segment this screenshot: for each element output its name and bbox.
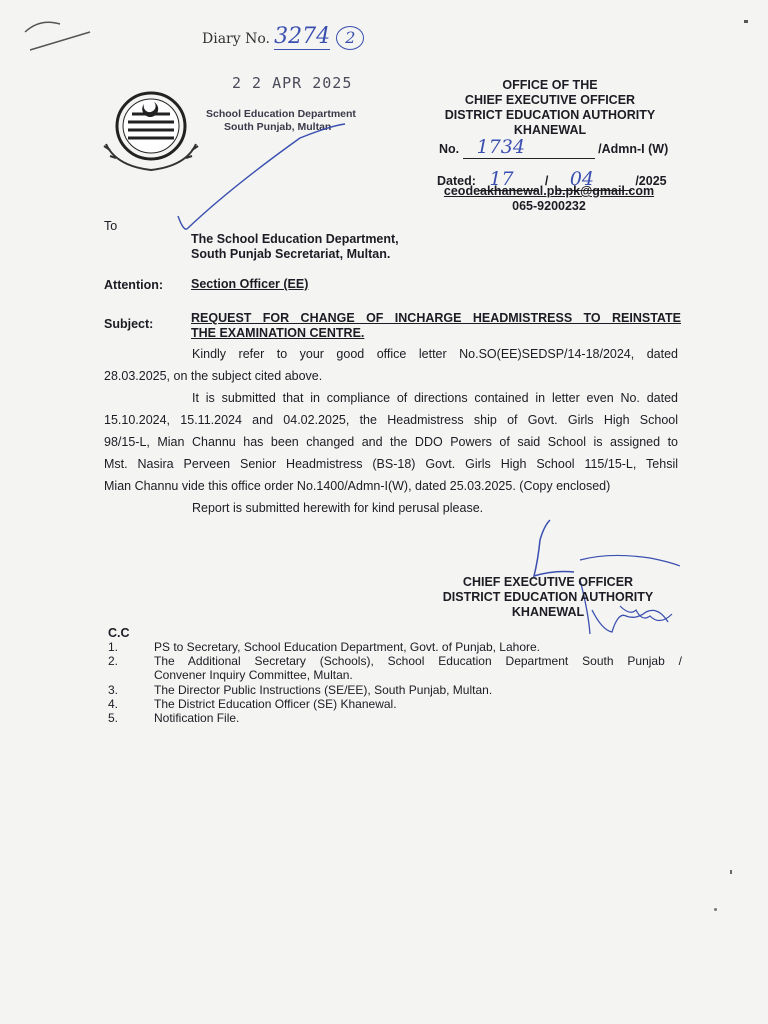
cc-item-number: 4. xyxy=(108,696,119,711)
attention-label: Attention: xyxy=(104,278,164,292)
cc-item-text: The District Education Officer (SE) Khanewal. xyxy=(154,696,397,711)
to-address-line-2: South Punjab Secretariat, Multan. xyxy=(191,247,391,261)
para2-line-3: 98/15-L, Mian Channu has been changed and the DDO Powers of said School is assigned to xyxy=(104,435,678,449)
cc-item-number: 2. xyxy=(108,654,119,669)
letter-number-value: 1734 xyxy=(463,136,595,159)
office-phone: 065-9200232 xyxy=(512,199,586,213)
cc-item xyxy=(108,711,682,725)
cc-item xyxy=(108,697,682,711)
attention-value: Section Officer (EE) xyxy=(191,277,309,291)
cc-item-text: The Additional Secretary (Schools), School Education Department South Punjab / xyxy=(154,654,682,669)
letter-number-suffix: /Admn-I (W) xyxy=(598,142,669,156)
diary-number: 3274 xyxy=(274,24,331,49)
contact-block xyxy=(426,184,672,214)
to-address-line-1: The School Education Department, xyxy=(191,232,399,246)
dated-line: Dated: 17 / 04 /2025 xyxy=(437,168,667,190)
para1-line-1: Kindly refer to your good office letter No.SO(EE)SEDSP/14-18/2024, dated xyxy=(192,347,678,361)
dated-month: 04 xyxy=(556,168,632,191)
letter-body xyxy=(104,343,678,519)
office-line-1: OFFICE OF THE xyxy=(502,78,598,92)
letter-number-label: No. xyxy=(439,142,460,156)
to-address xyxy=(191,232,399,262)
dated-day: 17 xyxy=(479,168,537,191)
para2-line-4: Mst. Nasira Perveen Senior Headmistress (BS-18) Govt. Girls High School 115/15-L, Tehsil xyxy=(104,457,678,471)
office-line-4: KHANEWAL xyxy=(513,123,587,137)
seal-line-1: School Education Department xyxy=(206,108,356,120)
cc-item xyxy=(108,683,682,697)
pen-check-stroke xyxy=(170,118,360,238)
signature-line-2: DISTRICT EDUCATION AUTHORITY xyxy=(442,590,654,604)
cc-item-continuation xyxy=(108,668,682,682)
cc-item-text-2: Convener Inquiry Committee, Multan. xyxy=(154,668,353,683)
received-stamp-date: 2 2 APR 2025 xyxy=(232,74,353,92)
cc-label: C.C xyxy=(108,626,130,640)
diary-block xyxy=(202,24,364,50)
cc-list xyxy=(108,640,682,725)
cc-item-number: 3. xyxy=(108,682,119,697)
dated-year: /2025 xyxy=(635,174,667,188)
cc-item-number: 1. xyxy=(108,640,119,654)
signature-block xyxy=(428,575,668,620)
office-line-3: DISTRICT EDUCATION AUTHORITY xyxy=(444,108,656,122)
paper-speck xyxy=(714,908,717,911)
para1-line-2: 28.03.2025, on the subject cited above. xyxy=(104,369,323,383)
para2-line-2: 15.10.2024, 15.11.2024 and 04.02.2025, the Headmistress ship of Govt. Girls High School xyxy=(104,413,678,427)
office-header xyxy=(420,78,680,138)
paper-speck xyxy=(730,870,732,874)
subject-line-1: REQUEST FOR CHANGE OF INCHARGE HEADMISTRESS TO REINSTATE xyxy=(191,311,681,325)
dated-label: Dated: xyxy=(437,174,476,188)
office-line-2: CHIEF EXECUTIVE OFFICER xyxy=(464,93,636,107)
paper-speck xyxy=(744,20,748,23)
office-email[interactable]: ceodeakhanewal.pb.pk@gmail.com xyxy=(443,184,655,198)
cc-item-number: 5. xyxy=(108,711,119,726)
subject-line-2: THE EXAMINATION CENTRE. xyxy=(191,326,365,340)
cc-item-text: Notification File. xyxy=(154,711,240,726)
cc-item-text: PS to Secretary, School Education Department, Govt. of Punjab, Lahore. xyxy=(154,640,540,654)
to-label: To xyxy=(104,219,118,233)
subject-text xyxy=(191,311,681,341)
signature-line-3: KHANEWAL xyxy=(511,605,585,619)
para2-line-5: Mian Channu vide this office order No.1400/Admn-I(W), dated 25.03.2025. (Copy enclosed) xyxy=(104,479,611,493)
corner-scribble-mark xyxy=(20,10,110,60)
para2-line-1: It is submitted that in compliance of directions contained in letter even No. dated xyxy=(192,391,678,405)
subject-label: Subject: xyxy=(104,317,154,331)
cc-item-text: The Director Public Instructions (SE/EE), South Punjab, Multan. xyxy=(154,682,493,697)
cc-item xyxy=(108,654,682,668)
diary-circled-number: 2 xyxy=(336,26,364,50)
para3: Report is submitted herewith for kind perusal please. xyxy=(192,501,484,515)
seal-line-2: South Punjab, Multan xyxy=(224,121,332,133)
diary-label: Diary No. xyxy=(202,31,270,47)
cc-item xyxy=(108,640,682,654)
signature-line-1: CHIEF EXECUTIVE OFFICER xyxy=(462,575,634,589)
letter-number-line xyxy=(439,136,668,159)
